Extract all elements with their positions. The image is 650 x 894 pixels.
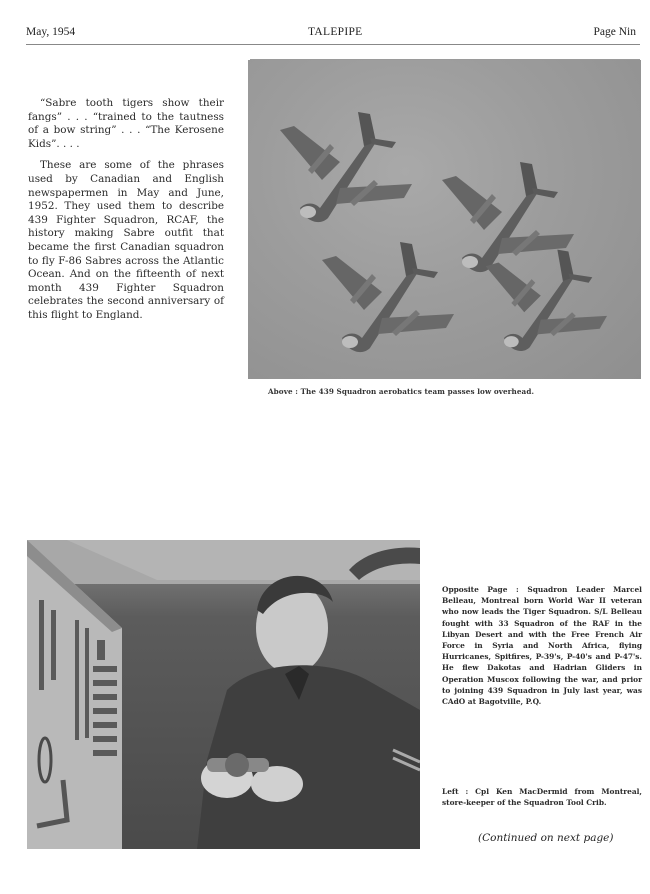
sabre-jets-illustration [248,60,641,379]
man-with-tool-illustration [27,540,420,849]
jets-formation-photo [248,60,641,379]
continued-note: (Continued on next page) [478,832,614,844]
intro-article [28,97,224,331]
left-photo-caption: Left : Cpl Ken MacDermid from Montreal, store-keeper of the Squadron Tool Crib. [442,787,642,808]
header-rule [26,44,640,45]
publication-title: TALEPIPE [308,26,363,38]
jets-photo-caption: Above : The 439 Squadron aerobatics team passes low overhead. [268,387,535,396]
page-number: Page Nin [593,26,636,38]
issue-date: May, 1954 [26,26,76,38]
intro-quotes: “Sabre tooth tigers show their fangs” . . . “trained to the tautness of a bow string” . . . “The Kerosene Kids”. . . . [28,97,224,150]
page-header [26,26,640,44]
tool-crib-photo [27,540,420,849]
intro-body: These are some of the phrases used by Canadian and English newspapermen in May and June, 1952. They used them to describe 439 Fighter Squadron, RCAF, the history making Sabre outfit that became the first Canadian squadron to fly F-86 Sabres across the Atlantic Ocean. And on the fifteenth of next month 439 Fighter Squadron celebrates the second anniversary of this flight to England. [28,159,224,321]
opposite-page-caption: Opposite Page : Squadron Leader Marcel Belleau, Montreal born World War II veteran who now leads the Tiger Squadron. S/L Belleau fought with 33 Squadron of the RAF in the Libyan Desert and with the Free French Air Force in Syria and North Africa, flying Hurricanes, Spitfires, P-39's, P-40's and P-47's. He flew Dakotas and Hadrian Gliders in Operation Muscox following the war, and prior to joining 439 Squadron in July last year, was CAdO at Bagotville, P.Q. [442,585,642,707]
